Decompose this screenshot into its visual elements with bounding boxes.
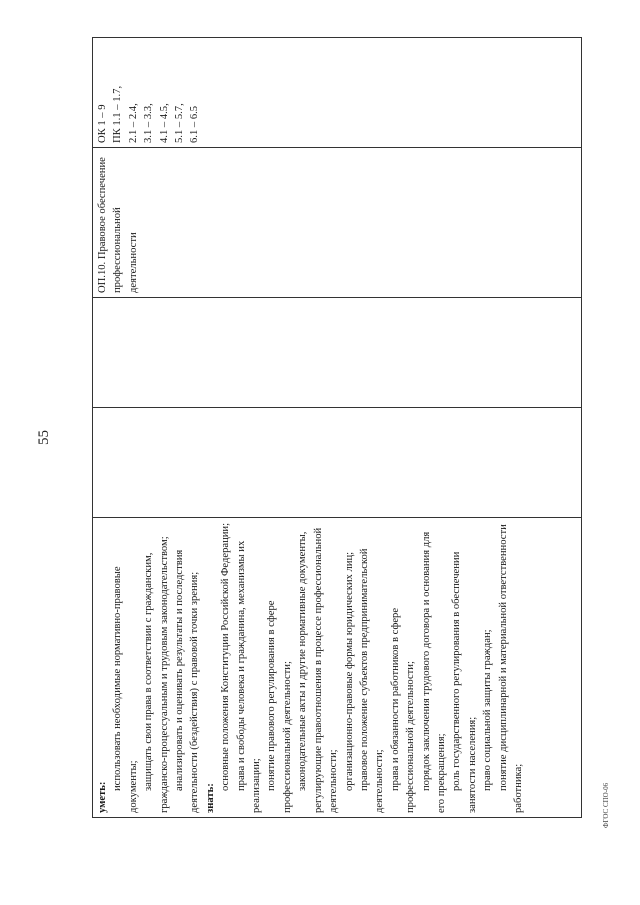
table-row bbox=[93, 38, 582, 818]
competency-item: 3.1 – 3.3, bbox=[143, 103, 155, 143]
skill-item: защищать свои права в соответствии с гражданским, гражданско-процессуальным и трудовым законодательством; bbox=[143, 536, 170, 813]
knowledge-item: понятие дисциплинарной и материальной ответственности работника; bbox=[497, 524, 524, 813]
skills-knowledge-cell bbox=[93, 518, 582, 818]
znat-heading: знать: bbox=[204, 783, 216, 813]
competency-item: 6.1 – 6.5 bbox=[189, 105, 201, 143]
empty-cell bbox=[93, 298, 582, 408]
footer-code: ФГОС СПО-06 bbox=[602, 782, 610, 828]
discipline-name: ОП.10. Правовое обеспечение профессиональной деятельности bbox=[97, 157, 139, 293]
competency-item: 2.1 – 2.4, bbox=[127, 103, 139, 143]
competency-item: 5.1 – 5.7, bbox=[174, 103, 186, 143]
skill-item: использовать необходимые нормативно-правовые документы; bbox=[112, 566, 139, 813]
knowledge-item: правовое положение субъектов предпринимательской деятельности; bbox=[358, 548, 386, 813]
page-number: 55 bbox=[36, 430, 52, 445]
competencies-cell bbox=[93, 38, 582, 148]
skill-item: анализировать и оценивать результаты и последствия деятельности (бездействия) с правовой точки зрения; bbox=[174, 549, 201, 813]
knowledge-item: организационно-правовые формы юридических лиц; bbox=[343, 551, 355, 791]
umet-heading: уметь: bbox=[97, 781, 108, 813]
competency-item: ПК 1.1 – 1.7, bbox=[112, 85, 124, 143]
knowledge-item: порядок заключения трудового договора и основания для его прекращения; bbox=[420, 531, 447, 813]
competency-item: ОК 1 – 9 bbox=[97, 104, 108, 143]
knowledge-item: понятие правового регулирования в сфере профессиональной деятельности; bbox=[266, 600, 293, 813]
discipline-cell bbox=[93, 148, 582, 298]
knowledge-item: право социальной защиты граждан; bbox=[482, 629, 494, 791]
competency-item: 4.1 – 4.5, bbox=[158, 103, 170, 143]
empty-cell bbox=[93, 408, 582, 518]
knowledge-item: законодательные акты и другие нормативные документы, регулирующие правоотношения в процессе профессиональной деятельности; bbox=[297, 527, 340, 813]
knowledge-item: права и обязанности работников в сфере профессиональной деятельности; bbox=[389, 607, 417, 813]
rotated-page-content bbox=[92, 38, 582, 818]
knowledge-item: основные положения Конституции Российской Федерации; bbox=[220, 522, 232, 791]
curriculum-table bbox=[92, 37, 582, 818]
knowledge-item: роль государственного регулирования в обеспечении занятости населения; bbox=[451, 551, 478, 813]
knowledge-item: права и свободы человека и гражданина, механизмы их реализации; bbox=[235, 540, 263, 813]
